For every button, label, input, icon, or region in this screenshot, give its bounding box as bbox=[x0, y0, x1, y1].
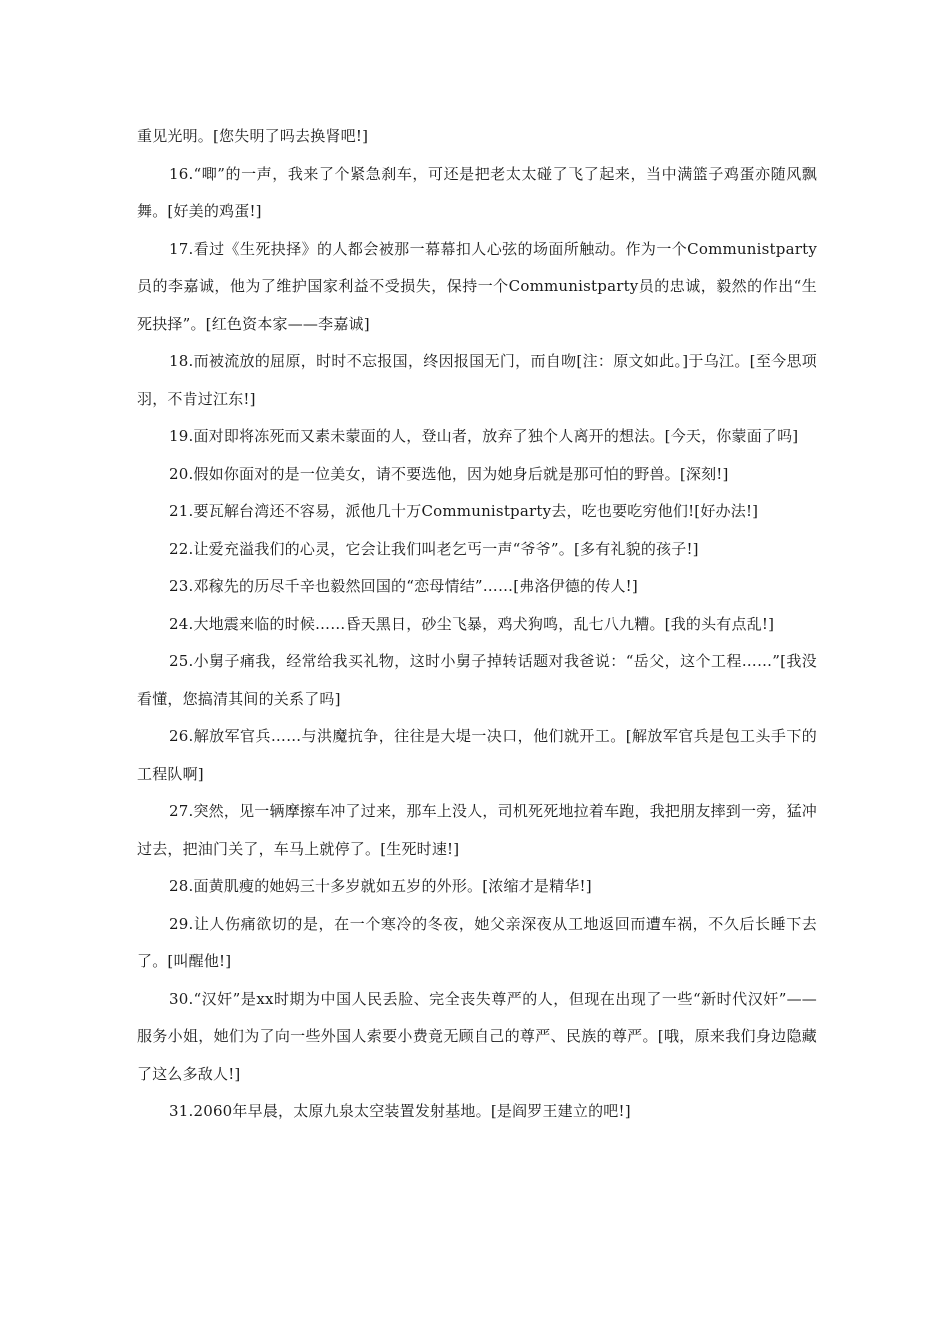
paragraph: 17.看过《生死抉择》的人都会被那一幕幕扣人心弦的场面所触动。作为一个Communistparty员的李嘉诚，他为了维护国家利益不受损失，保持一个Communistparty员的忠诚，毅然的作出“生死抉择”。[红色资本家——李嘉诚] bbox=[137, 239, 817, 333]
paragraph: 18.而被流放的屈原，时时不忘报国，终因报国无门，而自吻[注：原文如此。]于乌江。[至今思项羽，不肯过江东!] bbox=[137, 352, 817, 408]
paragraph: 19.面对即将冻死而又素未蒙面的人，登山者，放弃了独个人离开的想法。[今天，你蒙面了吗] bbox=[169, 427, 799, 445]
paragraph: 27.突然，见一辆摩擦车冲了过来，那车上没人，司机死死地拉着车跑，我把朋友摔到一旁，猛冲过去，把油门关了，车马上就停了。[生死时速!] bbox=[137, 802, 817, 858]
document-body bbox=[137, 118, 817, 1131]
paragraph: 重见光明。[您失明了吗去换肾吧!] bbox=[137, 127, 369, 145]
paragraph: 29.让人伤痛欲切的是，在一个寒冷的冬夜，她父亲深夜从工地返回而遭车祸，不久后长睡下去了。[叫醒他!] bbox=[137, 914, 817, 970]
paragraph: 20.假如你面对的是一位美女，请不要选他，因为她身后就是那可怕的野兽。[深刻!] bbox=[169, 464, 729, 483]
paragraph: 22.让爱充溢我们的心灵，它会让我们叫老乞丐一声“爷爷”。[多有礼貌的孩子!] bbox=[169, 539, 699, 558]
paragraph: 26.解放军官兵……与洪魔抗争，往往是大堤一决口，他们就开工。[解放军官兵是包工头手下的工程队啊] bbox=[137, 727, 817, 783]
paragraph: 23.邓稼先的历尽千辛也毅然回国的“恋母情结”……[弗洛伊德的传人!] bbox=[169, 577, 638, 595]
paragraph: 30.“汉奸”是xx时期为中国人民丢脸、完全丧失尊严的人，但现在出现了一些“新时代汉奸”——服务小姐，她们为了向一些外国人索要小费竟无顾自己的尊严、民族的尊严。[哦，原来我们身边隐藏了这么多敌人!] bbox=[137, 989, 817, 1083]
paragraph: 21.要瓦解台湾还不容易，派他几十万Communistparty去，吃也要吃穷他们![好办法!] bbox=[169, 502, 759, 520]
paragraph: 24.大地震来临的时候……昏天黑日，砂尘飞暴，鸡犬狗鸣，乱七八九糟。[我的头有点乱!] bbox=[169, 614, 775, 633]
paragraph: 31.2060年早晨，太原九泉太空装置发射基地。[是阎罗王建立的吧!] bbox=[169, 1102, 631, 1120]
paragraph: 16.“唧”的一声，我来了个紧急刹车，可还是把老太太碰了飞了起来，当中满篮子鸡蛋亦随风飘舞。[好美的鸡蛋!] bbox=[137, 164, 817, 220]
paragraph: 25.小舅子痛我，经常给我买礼物，这时小舅子掉转话题对我爸说：“岳父，这个工程……”[我没看懂，您搞清其间的关系了吗] bbox=[137, 652, 817, 708]
paragraph: 28.面黄肌瘦的她妈三十多岁就如五岁的外形。[浓缩才是精华!] bbox=[169, 877, 592, 895]
